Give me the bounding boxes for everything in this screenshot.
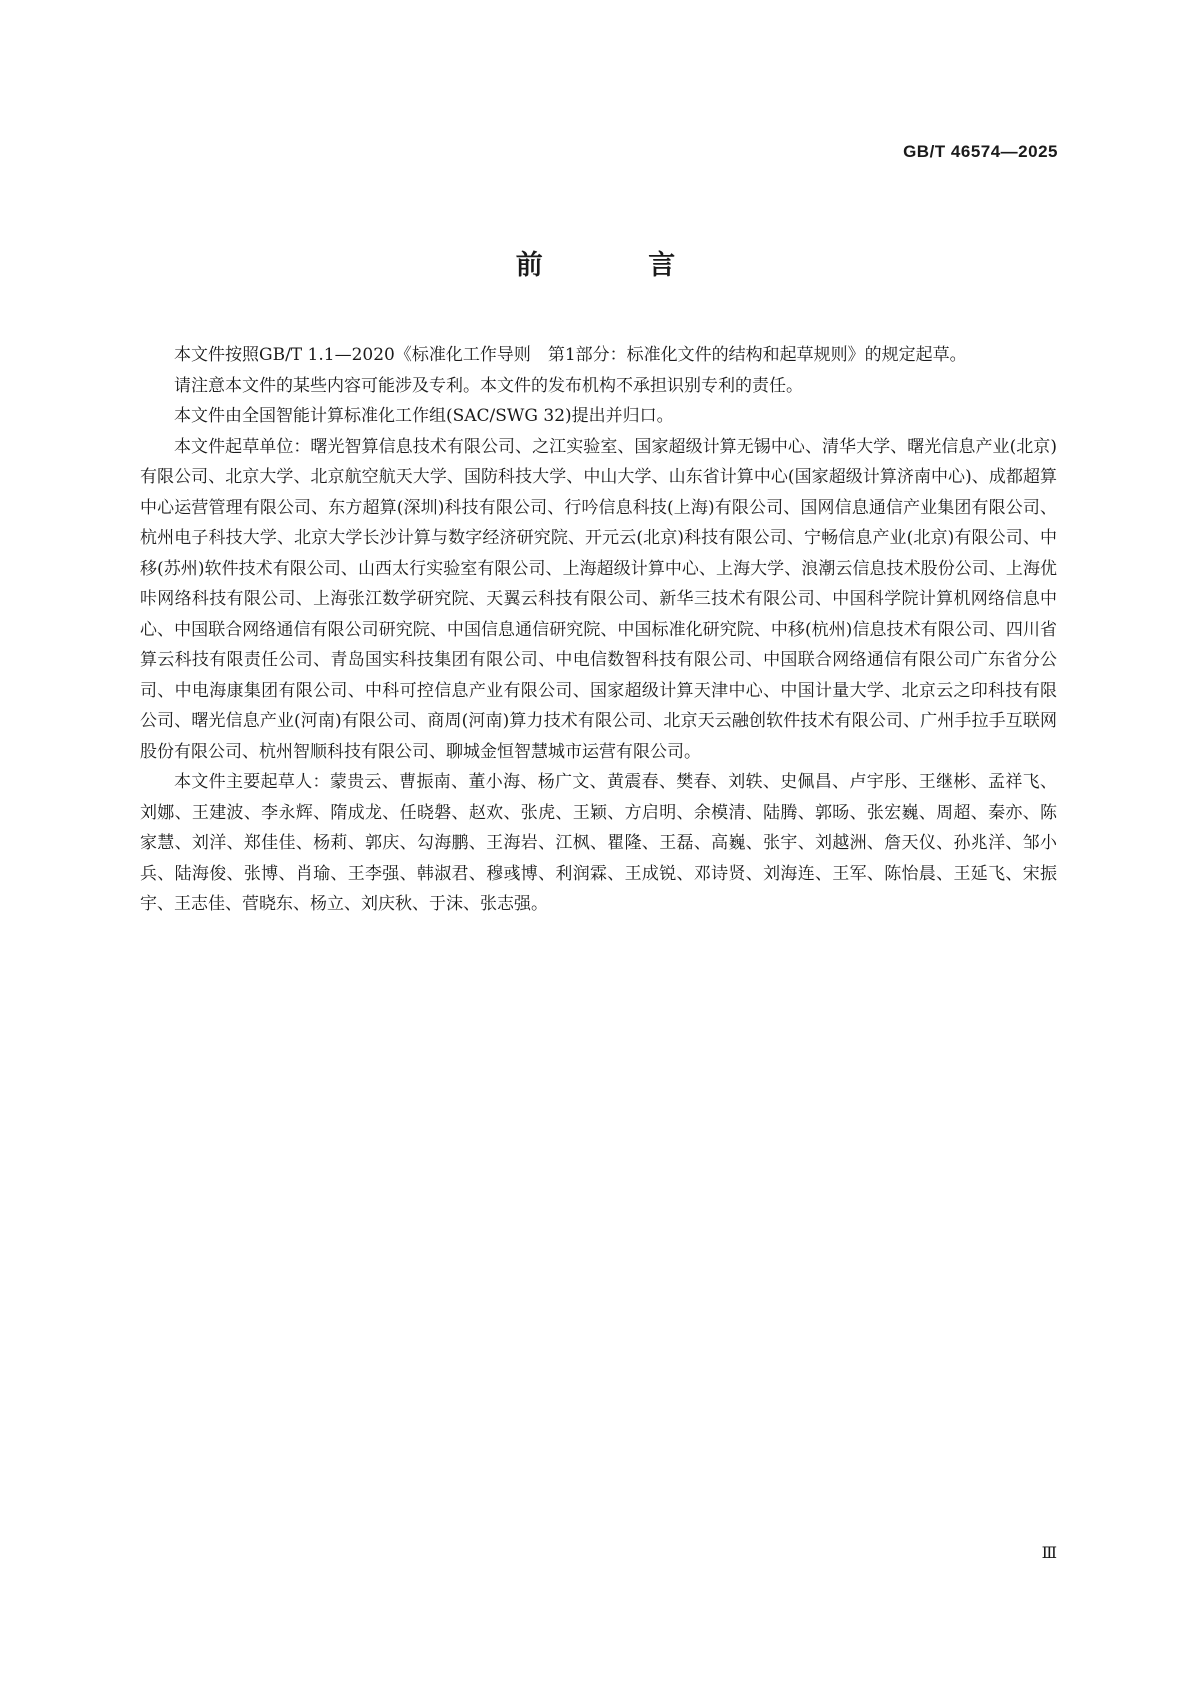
foreword-body — [140, 340, 1057, 920]
paragraph-patent-notice: 请注意本文件的某些内容可能涉及专利。本文件的发布机构不承担识别专利的责任。 — [174, 375, 803, 396]
paragraph-drafting-organizations: 本文件起草单位：曙光智算信息技术有限公司、之江实验室、国家超级计算无锡中心、清华大学、曙光信息产业(北京)有限公司、北京大学、北京航空航天大学、国防科技大学、中山大学、山东省计算中心(国家超级计算济南中心)、成都超算中心运营管理有限公司、东方超算(深圳)科技有限公司、行吟信息科技(上海)有限公司、国网信息通信产业集团有限公司、杭州电子科技大学、北京大学长沙计算与数字经济研究院、开元云(北京)科技有限公司、宁畅信息产业(北京)有限公司、中移(苏州)软件技术有限公司、山西太行实验室有限公司、上海超级计算中心、上海大学、浪潮云信息技术股份公司、上海优咔网络科技有限公司、上海张江数学研究院、天翼云科技有限公司、新华三技术有限公司、中国科学院计算机网络信息中心、中国联合网络通信有限公司研究院、中国信息通信研究院、中国标准化研究院、中移(杭州)信息技术有限公司、四川省算云科技有限责任公司、青岛国实科技集团有限公司、中电信数智科技有限公司、中国联合网络通信有限公司广东省分公司、中电海康集团有限公司、中科可控信息产业有限公司、国家超级计算天津中心、中国计量大学、北京云之印科技有限公司、曙光信息产业(河南)有限公司、商周(河南)算力技术有限公司、北京天云融创软件技术有限公司、广州手拉手互联网股份有限公司、杭州智顺科技有限公司、聊城金恒智慧城市运营有限公司。 — [140, 436, 1057, 762]
paragraph-drafters: 本文件主要起草人：蒙贵云、曹振南、董小海、杨广文、黄震春、樊春、刘轶、史佩昌、卢宇彤、王继彬、孟祥飞、刘娜、王建波、李永辉、隋成龙、任晓磐、赵欢、张虎、王颖、方启明、余模清、陆腾、郭旸、张宏巍、周超、秦亦、陈家慧、刘洋、郑佳佳、杨莉、郭庆、勾海鹏、王海岩、江枫、瞿隆、王磊、高巍、张宇、刘越洲、詹天仪、孙兆洋、邹小兵、陆海俊、张博、肖瑜、王李强、韩淑君、穆彧博、利润霖、王成锐、邓诗贤、刘海连、王军、陈怡晨、王延飞、宋振宇、王志佳、菅晓东、杨立、刘庆秋、于沫、张志强。 — [140, 772, 1057, 914]
paragraph-drafting-rules: 本文件按照GB/T 1.1—2020《标准化工作导则 第1部分：标准化文件的结构和起草规则》的规定起草。 — [174, 345, 967, 365]
page-number: Ⅲ — [1041, 1543, 1057, 1562]
standard-number: GB/T 46574—2025 — [903, 142, 1058, 161]
page-title: 前 言 — [515, 250, 724, 281]
paragraph-proposer: 本文件由全国智能计算标准化工作组(SAC/SWG 32)提出并归口。 — [174, 406, 674, 426]
